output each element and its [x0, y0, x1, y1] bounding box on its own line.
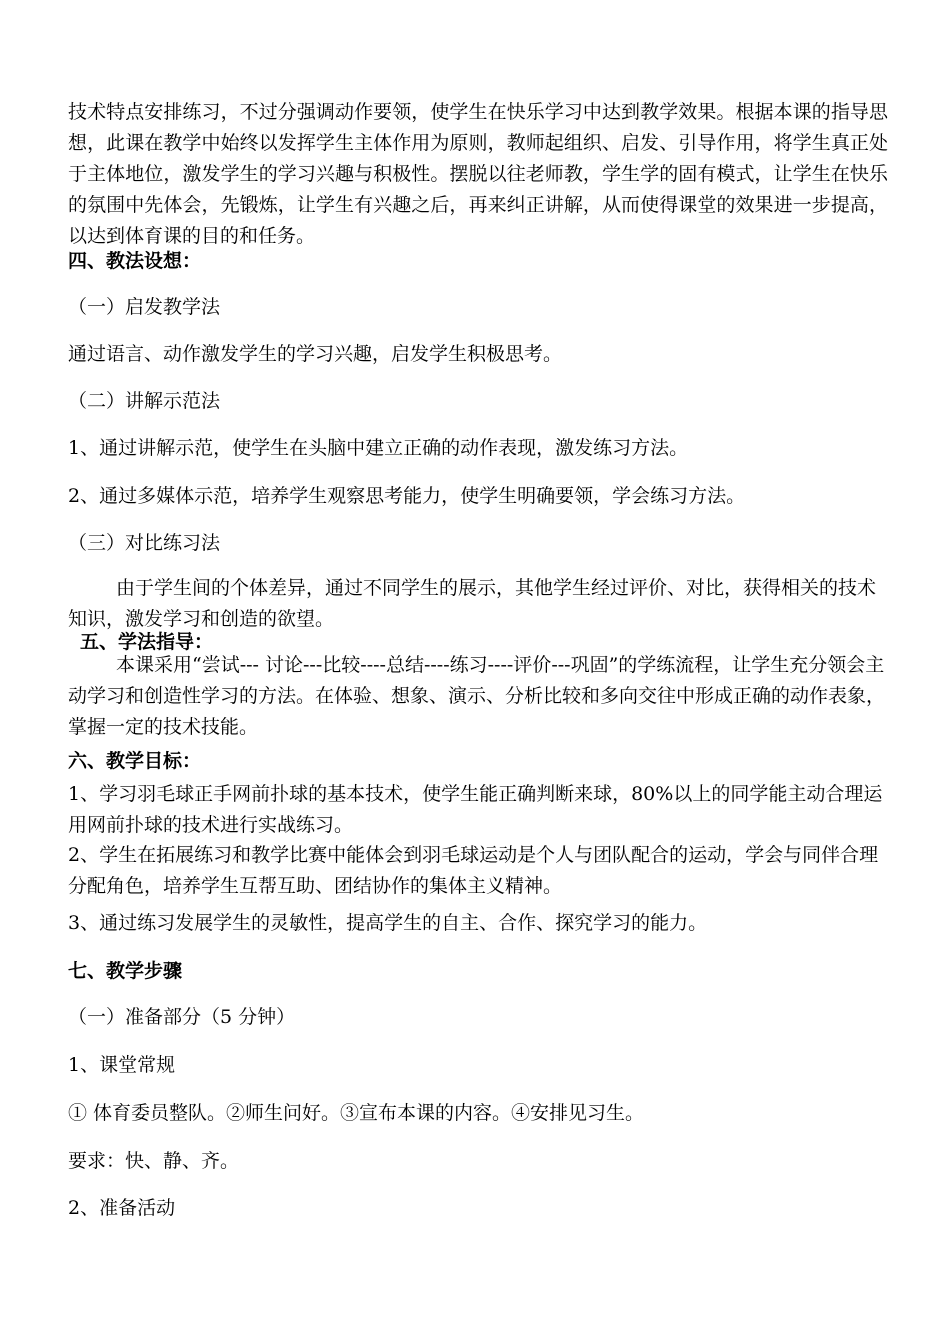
section-4-sub-1-text: 通过语言、动作激发学生的学习兴趣，启发学生积极思考。 [68, 343, 563, 365]
section-7-heading: 七、教学步骤 [68, 960, 183, 982]
section-4-sub-2: （二）讲解示范法 [68, 390, 221, 412]
section-4-heading: 四、教法设想： [68, 250, 202, 272]
section-6-item-1: 1、学习羽毛球正手网前扑球的基本技术，使学生能正确判断来球，80%以上的同学能主动合理运用网前扑球的技术进行实战练习。 [68, 783, 883, 836]
section-6-item-3: 3、通过练习发展学生的灵敏性，提高学生的自主、合作、探究学习的能力。 [68, 912, 708, 934]
section-4-sub-2-item-2: 2、通过多媒体示范，培养学生观察思考能力，使学生明确要领，学会练习方法。 [68, 485, 746, 507]
section-7-item-1: 1、课堂常规 [68, 1054, 176, 1076]
section-4-sub-2-item-1: 1、通过讲解示范，使学生在头脑中建立正确的动作表现，激发练习方法。 [68, 437, 689, 459]
section-4-sub-1: （一）启发教学法 [68, 296, 221, 318]
section-6-item-2: 2、学生在拓展练习和教学比赛中能体会到羽毛球运动是个人与团队配合的运动，学会与同伴合理分配角色，培养学生互帮互助、团结协作的集体主义精神。 [68, 844, 879, 897]
section-4-sub-3-text: 由于学生间的个体差异，通过不同学生的展示，其他学生经过评价、对比，获得相关的技术知识，激发学习和创造的欲望。 [68, 577, 877, 630]
section-7-requirement: 要求：快、静、齐。 [68, 1150, 240, 1172]
intro-paragraph: 技术特点安排练习，不过分强调动作要领，使学生在快乐学习中达到教学效果。根据本课的指导思想，此课在教学中始终以发挥学生主体作用为原则，教师起组织、启发、引导作用，将学生真正处于主体地位，激发学生的学习兴趣与积极性。摆脱以往老师教，学生学的固有模式，让学生在快乐的氛围中先体会，先锻炼，让学生有兴趣之后，再来纠正讲解，从而使得课堂的效果进一步提高，以达到体育课的目的和任务。 [68, 101, 888, 247]
section-7-sub-1: （一）准备部分（5 分钟） [68, 1006, 296, 1028]
section-5-text: 本课采用“尝试--- 讨论---比较----总结----练习----评价---巩固”的学练流程，让学生充分领会主动学习和创造性学习的方法。在体验、想象、演示、分析比较和多向交往中形成正确的动作表象，掌握一定的技术技能。 [68, 654, 886, 738]
section-4-sub-3: （三）对比练习法 [68, 532, 221, 554]
section-5-heading: 五、学法指导： [80, 631, 214, 653]
section-6-heading: 六、教学目标： [68, 750, 202, 772]
section-7-item-1-text: ① 体育委员整队。②师生问好。③宣布本课的内容。④安排见习生。 [68, 1102, 645, 1124]
section-7-item-2: 2、准备活动 [68, 1197, 176, 1219]
